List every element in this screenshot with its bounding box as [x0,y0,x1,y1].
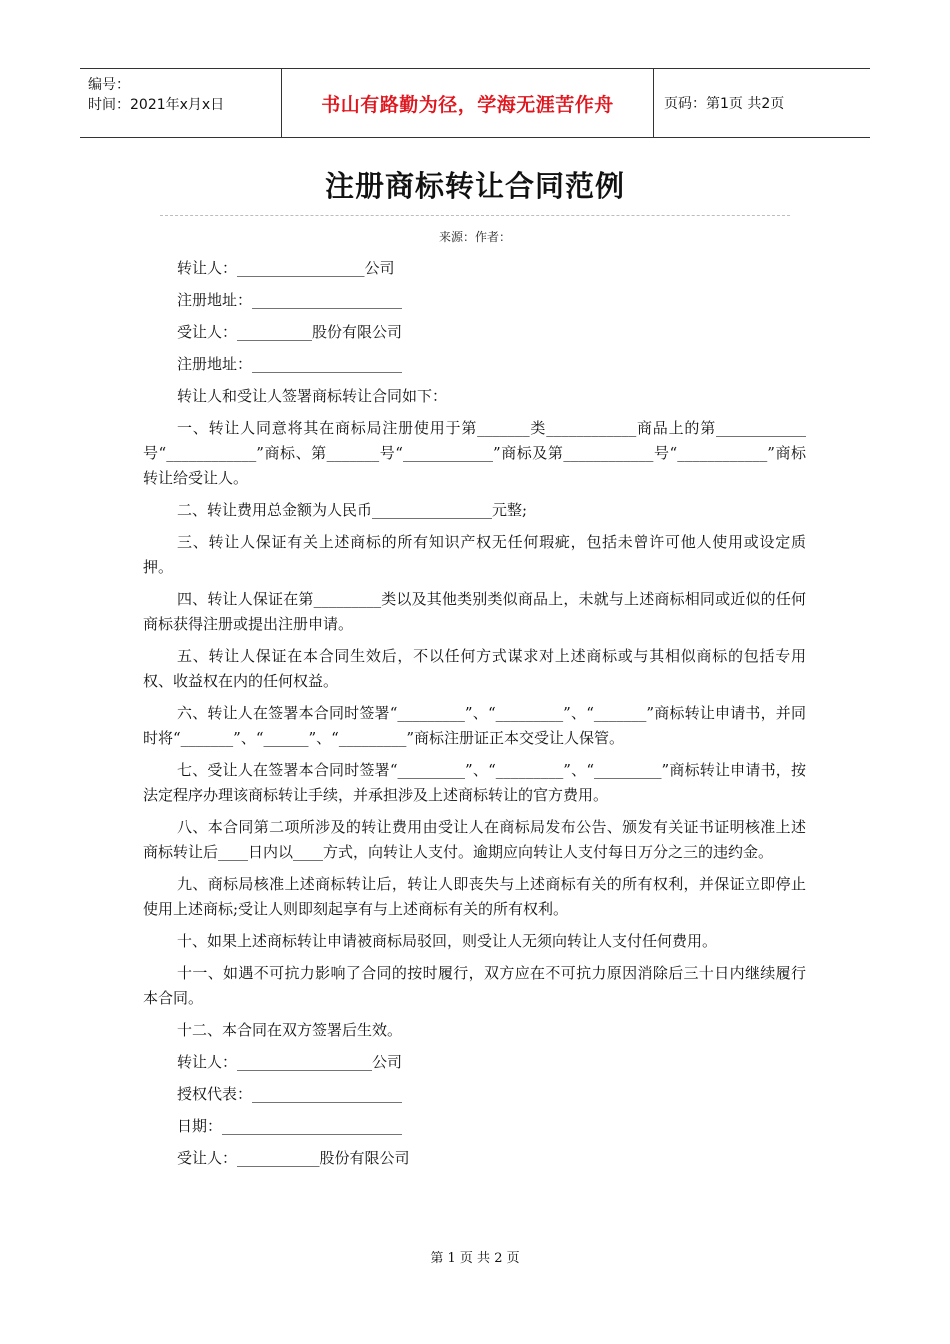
clause-8: 八、本合同第二项所涉及的转让费用由受让人在商标局发布公告、颁发有关证书证明核准上述商标转让后____日内以____方式，向转让人支付。逾期应向转让人支付每日万分之三的违约金。 [143,818,806,861]
document-header [80,68,870,138]
signature-transferee: 受让人：___________股份有限公司 [177,1149,410,1167]
paragraph: 受让人：__________股份有限公司 [177,323,403,341]
title-divider [160,215,790,216]
page-footer: 第 1 页 共 2 页 [430,1251,520,1266]
paragraph: 转让人和受让人签署商标转让合同如下： [177,387,448,405]
clause-12: 十二、本合同在双方签署后生效。 [177,1021,403,1039]
document-title: 注册商标转让合同范例 [324,169,625,203]
header-page-cell [654,69,870,137]
clause-5: 五、转让人保证在本合同生效后，不以任何方式谋求对上述商标或与其相似商标的包括专用权、收益权在内的任何权益。 [143,647,806,690]
clause-10: 十、如果上述商标转让申请被商标局驳回，则受让人无须向转让人支付任何费用。 [177,932,718,950]
paragraph: 注册地址：____________________ [177,291,403,309]
clause-3: 三、转让人保证有关上述商标的所有知识产权无任何瑕疵，包括未曾许可他人使用或设定质押。 [143,533,806,576]
signature-transferor: 转让人：__________________公司 [177,1053,403,1071]
clause-4: 四、转让人保证在第_________类以及其他类别类似商品上，未就与上述商标相同或近似的任何商标获得注册或提出注册申请。 [143,590,806,633]
clause-2: 二、转让费用总金额为人民币________________元整; [177,501,528,519]
header-number: 编号： [88,77,130,93]
header-page-number: 页码：第1页 共2页 [664,96,785,112]
signature-date: 日期：________________________ [177,1117,403,1135]
clause-7: 七、受让人在签署本合同时签署“_________”、“_________”、“_________”商标转让申请书，按法定程序办理该商标转让手续，并承担涉及上述商标转让的官方费用。 [143,761,806,804]
header-time: 时间：2021年x月x日 [88,97,225,113]
signature-representative: 授权代表：____________________ [177,1085,403,1103]
clause-11: 十一、如遇不可抗力影响了合同的按时履行，双方应在不可抗力原因消除后三十日内继续履行本合同。 [143,964,806,1007]
paragraph: 转让人：_________________公司 [177,259,395,277]
clause-1: 一、转让人同意将其在商标局注册使用于第_______类____________商品上的第____________号“____________”商标、第_______号“____________”商标及第____________号“____________”商标转让给受让人。 [143,419,806,487]
header-meta [80,69,282,137]
source-line: 来源：作者： [438,230,511,244]
header-motto: 书山有路勤为径，学海无涯苦作舟 [321,93,614,116]
header-motto-cell [282,69,654,137]
paragraph: 注册地址：____________________ [177,355,403,373]
clause-9: 九、商标局核准上述商标转让后，转让人即丧失与上述商标有关的所有权利，并保证立即停止使用上述商标;受让人则即刻起享有与上述商标有关的所有权利。 [143,875,806,918]
clause-6: 六、转让人在签署本合同时签署“_________”、“_________”、“_______”商标转让申请书，并同时将“_______”、“______”、“_________”商标注册证正本交受让人保管。 [143,704,806,747]
contract-body [143,256,806,1178]
